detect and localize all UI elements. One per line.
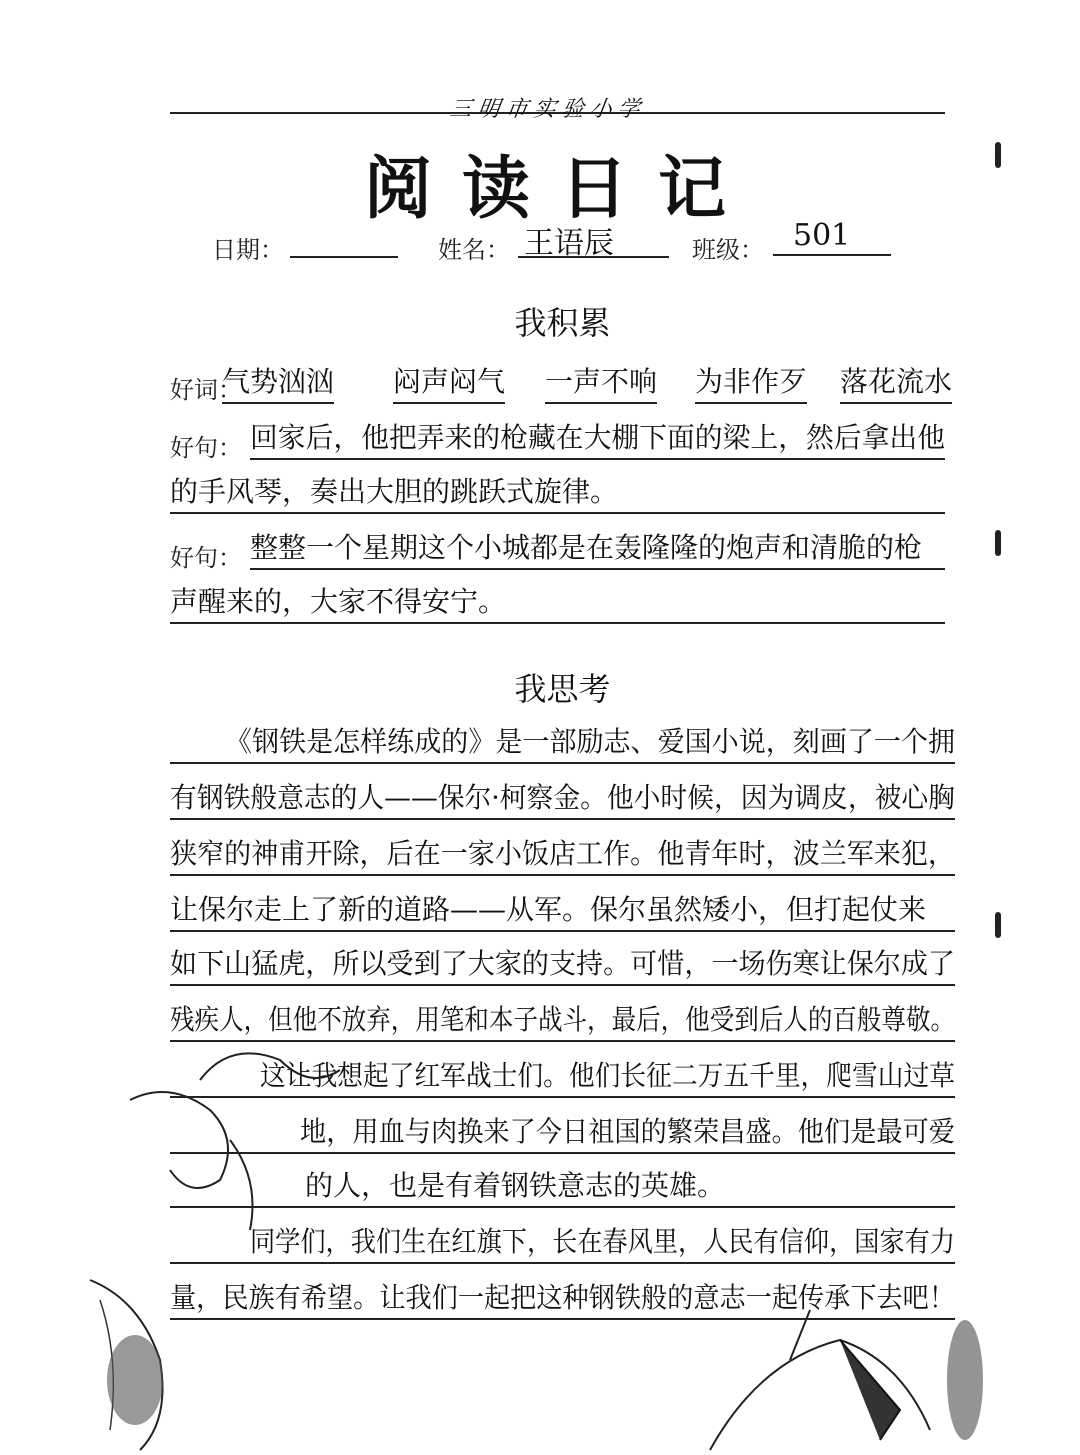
good-words-label: 好词： — [170, 376, 242, 404]
class-label: 班级： — [692, 236, 764, 264]
essay-line: 量，民族有希望。让我们一起把这种钢铁般的意志一起传承下去吧！ — [170, 1278, 955, 1320]
essay-line: 地，用血与肉换来了今日祖国的繁荣昌盛。他们是最可爱 — [170, 1112, 955, 1154]
good-word: 气势汹汹 — [222, 360, 334, 404]
section-heading-accumulate: 我积累 — [514, 304, 611, 342]
good-sentence-line: 的手风琴，奏出大胆的跳跃式旋律。 — [170, 472, 945, 514]
essay-line: 《钢铁是怎样练成的》是一部励志、爱国小说，刻画了一个拥 — [170, 722, 955, 764]
good-word: 落花流水 — [840, 360, 952, 404]
essay-line: 的人，也是有着钢铁意志的英雄。 — [170, 1166, 955, 1208]
name-label: 姓名： — [438, 236, 510, 264]
margin-mark — [995, 530, 1001, 556]
bird-sketch-illustration — [700, 1300, 1040, 1455]
date-label: 日期： — [212, 236, 284, 264]
essay-line: 让保尔走上了新的道路——从军。保尔虽然矮小，但打起仗来 — [170, 890, 955, 932]
essay-line: 残疾人，但他不放弃，用笔和本子战斗，最后，他受到后人的百般尊敬。 — [170, 1000, 955, 1042]
essay-line: 有钢铁般意志的人——保尔·柯察金。他小时候，因为调皮，被心胸 — [170, 778, 955, 820]
good-word: 为非作歹 — [695, 360, 807, 404]
good-sentence-line: 声醒来的，大家不得安宁。 — [170, 582, 945, 624]
good-sentence-line: 整整一个星期这个小城都是在轰隆隆的炮声和清脆的枪 — [250, 528, 945, 570]
good-sentence-label: 好句： — [170, 434, 242, 462]
school-name: 三明市实验小学 — [447, 97, 648, 122]
good-sentence-line: 回家后，他把弄来的枪藏在大棚下面的梁上，然后拿出他 — [250, 418, 945, 460]
page-title: 阅读日记 — [363, 150, 756, 229]
good-word: 闷声闷气 — [393, 360, 505, 404]
good-word: 一声不响 — [545, 360, 657, 404]
good-sentence-label: 好句： — [170, 544, 242, 572]
essay-line: 如下山猛虎，所以受到了大家的支持。可惜，一场伤寒让保尔成了 — [170, 944, 955, 986]
essay-line: 狭窄的神甫开除，后在一家小饭店工作。他青年时，波兰军来犯， — [170, 834, 955, 876]
class-field: 501 — [773, 218, 891, 256]
section-heading-think: 我思考 — [514, 670, 611, 708]
plant-sketch-illustration — [80, 1000, 420, 1455]
margin-mark — [995, 142, 1001, 168]
date-field — [290, 222, 398, 258]
essay-line: 这让我想起了红军战士们。他们长征二万五千里，爬雪山过草 — [170, 1056, 955, 1098]
margin-mark — [995, 912, 1001, 938]
name-field: 王语辰 — [518, 218, 669, 258]
essay-line: 同学们，我们生在红旗下，长在春风里，人民有信仰，国家有力 — [170, 1222, 955, 1264]
